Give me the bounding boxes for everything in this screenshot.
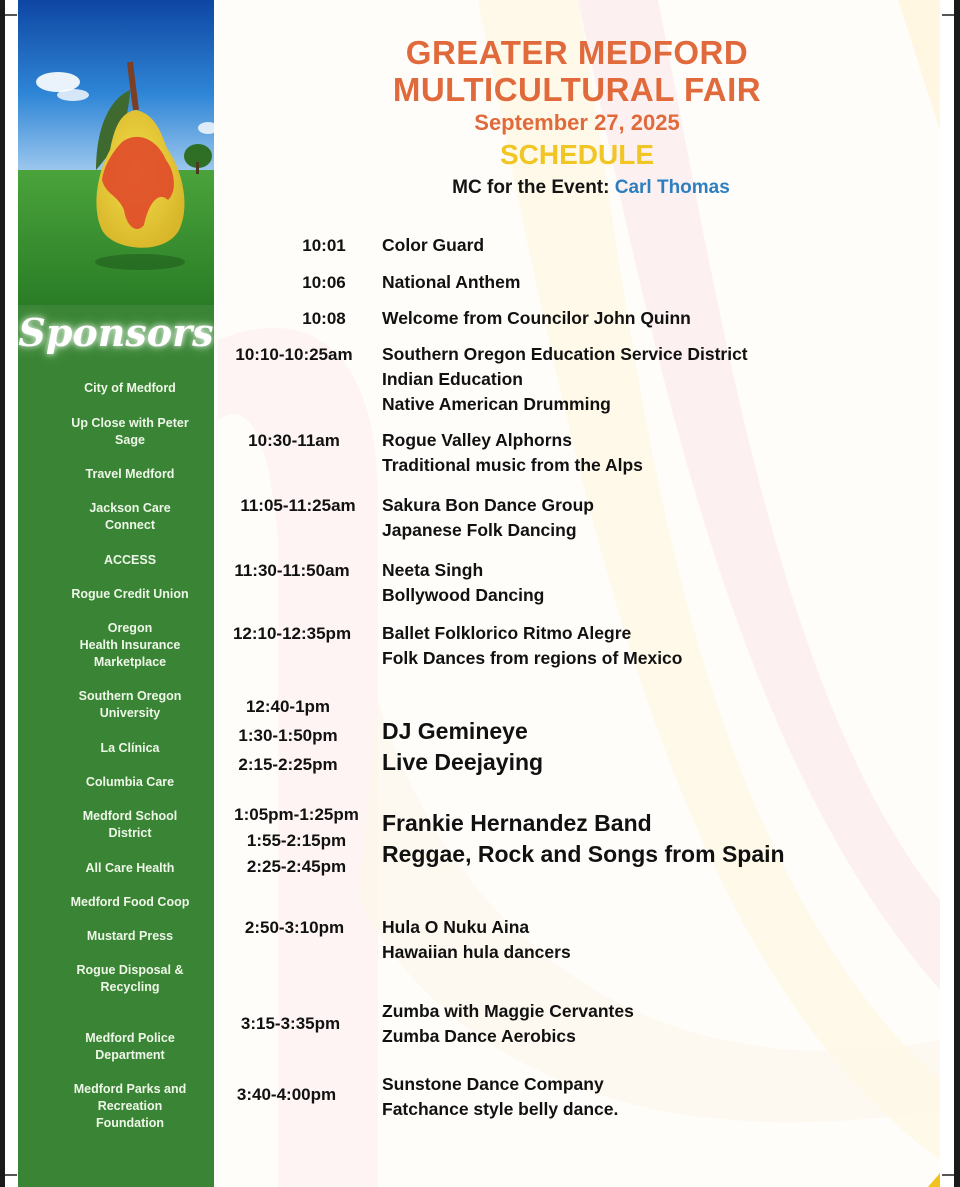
act-description: Native American Drumming xyxy=(382,394,611,414)
time-slot: 2:50-3:10pm xyxy=(244,918,345,937)
schedule-act xyxy=(382,999,634,1049)
mc-line xyxy=(214,177,940,199)
schedule-time xyxy=(232,915,357,941)
schedule-time xyxy=(228,692,348,779)
act-title: Southern Oregon Education Service District xyxy=(382,344,748,364)
schedule-act xyxy=(382,915,571,965)
act-title: Frankie Hernandez Band xyxy=(382,810,652,836)
sponsors-heading: Sponsors xyxy=(18,310,214,355)
act-title: Ballet Folklorico Ritmo Alegre xyxy=(382,623,632,643)
act-description: Zumba Dance Aerobics xyxy=(382,1026,576,1046)
time-slot: 1:05pm-1:25pm xyxy=(234,805,359,824)
time-slot: 10:08 xyxy=(302,309,346,328)
sponsor-item: Southern Oregon University xyxy=(78,689,182,720)
schedule-act xyxy=(382,270,520,295)
time-slot: 10:01 xyxy=(302,236,346,255)
schedule-heading: SCHEDULE xyxy=(499,139,654,170)
schedule-time xyxy=(274,270,374,296)
act-description: Live Deejaying xyxy=(382,749,544,775)
time-slot: 10:10-10:25am xyxy=(235,345,353,364)
schedule-time xyxy=(228,493,368,519)
time-slot: 11:05-11:25am xyxy=(240,496,356,515)
act-description: Japanese Folk Dancing xyxy=(382,520,577,540)
mc-label: MC for the Event: xyxy=(452,177,610,198)
act-description: Fatchance style belly dance. xyxy=(382,1099,619,1119)
left-frame-edge xyxy=(0,0,5,1187)
sponsor-item: Medford Food Coop xyxy=(70,895,190,909)
right-frame-edge xyxy=(954,0,960,1187)
sponsor-item: City of Medford xyxy=(84,381,176,395)
schedule-time xyxy=(228,1011,353,1037)
act-title: Neeta Singh xyxy=(382,560,484,580)
act-title: DJ Gemineye xyxy=(382,718,528,744)
sponsor-item: Travel Medford xyxy=(85,467,175,481)
time-slot: 3:40-4:00pm xyxy=(236,1085,337,1104)
schedule-act xyxy=(382,716,543,778)
sponsor-item: Mustard Press xyxy=(86,929,174,943)
time-slot: 10:06 xyxy=(302,273,346,292)
sponsor-item: Oregon Health Insurance Marketplace xyxy=(79,621,181,669)
time-slot: 1:55-2:15pm xyxy=(246,831,347,850)
act-title: Rogue Valley Alphorns xyxy=(382,430,572,450)
sponsor-item: Jackson Care Connect xyxy=(89,501,171,532)
sponsor-item: Medford Parks and Recreation Foundation xyxy=(73,1082,187,1130)
act-description: Reggae, Rock and Songs from Spain xyxy=(382,841,785,867)
event-header xyxy=(214,34,940,199)
schedule-time xyxy=(274,233,374,259)
pear-globe-image xyxy=(18,0,214,305)
act-title: Zumba with Maggie Cervantes xyxy=(382,1001,634,1021)
sponsor-item: Medford Police Department xyxy=(85,1031,175,1062)
event-date: September 27, 2025 xyxy=(474,110,680,135)
crop-mark xyxy=(942,1174,954,1176)
act-title: Hula O Nuku Aina xyxy=(382,917,530,937)
act-description: Traditional music from the Alps xyxy=(382,455,643,475)
sponsor-item: Columbia Care xyxy=(85,775,175,789)
act-title: Color Guard xyxy=(382,235,485,255)
act-description: Bollywood Dancing xyxy=(382,585,545,605)
act-description: Indian Education xyxy=(382,369,523,389)
crop-mark xyxy=(5,14,17,16)
schedule-time xyxy=(274,306,374,332)
schedule-act xyxy=(382,621,682,671)
time-slot: 2:25-2:45pm xyxy=(246,857,347,876)
crop-mark xyxy=(5,1174,17,1176)
mc-name: Carl Thomas xyxy=(614,177,730,198)
poster xyxy=(18,0,940,1187)
crop-mark xyxy=(942,14,954,16)
time-slot: 2:15-2:25pm xyxy=(238,755,338,774)
act-title: Sunstone Dance Company xyxy=(382,1074,604,1094)
act-title: Welcome from Councilor John Quinn xyxy=(382,308,691,328)
schedule-act xyxy=(382,558,544,608)
sponsor-item: Medford School District xyxy=(82,809,178,840)
sponsor-item: Rogue Disposal & Recycling xyxy=(76,963,184,994)
sponsor-item: ACCESS xyxy=(103,553,157,567)
schedule-act xyxy=(382,428,643,478)
schedule-act xyxy=(382,233,484,258)
sponsor-item: All Care Health xyxy=(85,861,175,875)
schedule-act xyxy=(382,808,785,870)
time-slot: 3:15-3:35pm xyxy=(240,1014,341,1033)
time-slot: 11:30-11:50am xyxy=(234,561,350,580)
schedule-time xyxy=(224,802,369,880)
time-slot: 12:10-12:35pm xyxy=(232,624,352,643)
schedule-act xyxy=(382,306,691,331)
sponsor-item: Up Close with Peter Sage xyxy=(71,416,189,447)
event-title-line-2: MULTICULTURAL FAIR xyxy=(392,71,762,108)
schedule-act xyxy=(382,342,748,417)
act-description: Folk Dances from regions of Mexico xyxy=(382,648,683,668)
schedule-time xyxy=(222,621,362,647)
act-title: Sakura Bon Dance Group xyxy=(382,495,594,515)
corner-accent xyxy=(928,1173,940,1187)
schedule-time xyxy=(224,342,364,368)
sponsors-sidebar xyxy=(18,0,214,1187)
schedule-time xyxy=(222,558,362,584)
schedule-act xyxy=(382,493,594,543)
schedule-act xyxy=(382,1072,618,1122)
sponsor-item: Rogue Credit Union xyxy=(71,587,189,601)
schedule-time xyxy=(234,428,354,454)
event-title-line-1: GREATER MEDFORD xyxy=(405,34,749,71)
time-slot: 10:30-11am xyxy=(248,431,340,450)
time-slot: 1:30-1:50pm xyxy=(238,726,338,745)
act-description: Hawaiian hula dancers xyxy=(382,942,571,962)
act-title: National Anthem xyxy=(382,272,521,292)
time-slot: 12:40-1pm xyxy=(245,697,331,716)
schedule-time xyxy=(224,1082,349,1108)
sponsor-item: La Clínica xyxy=(100,741,160,755)
